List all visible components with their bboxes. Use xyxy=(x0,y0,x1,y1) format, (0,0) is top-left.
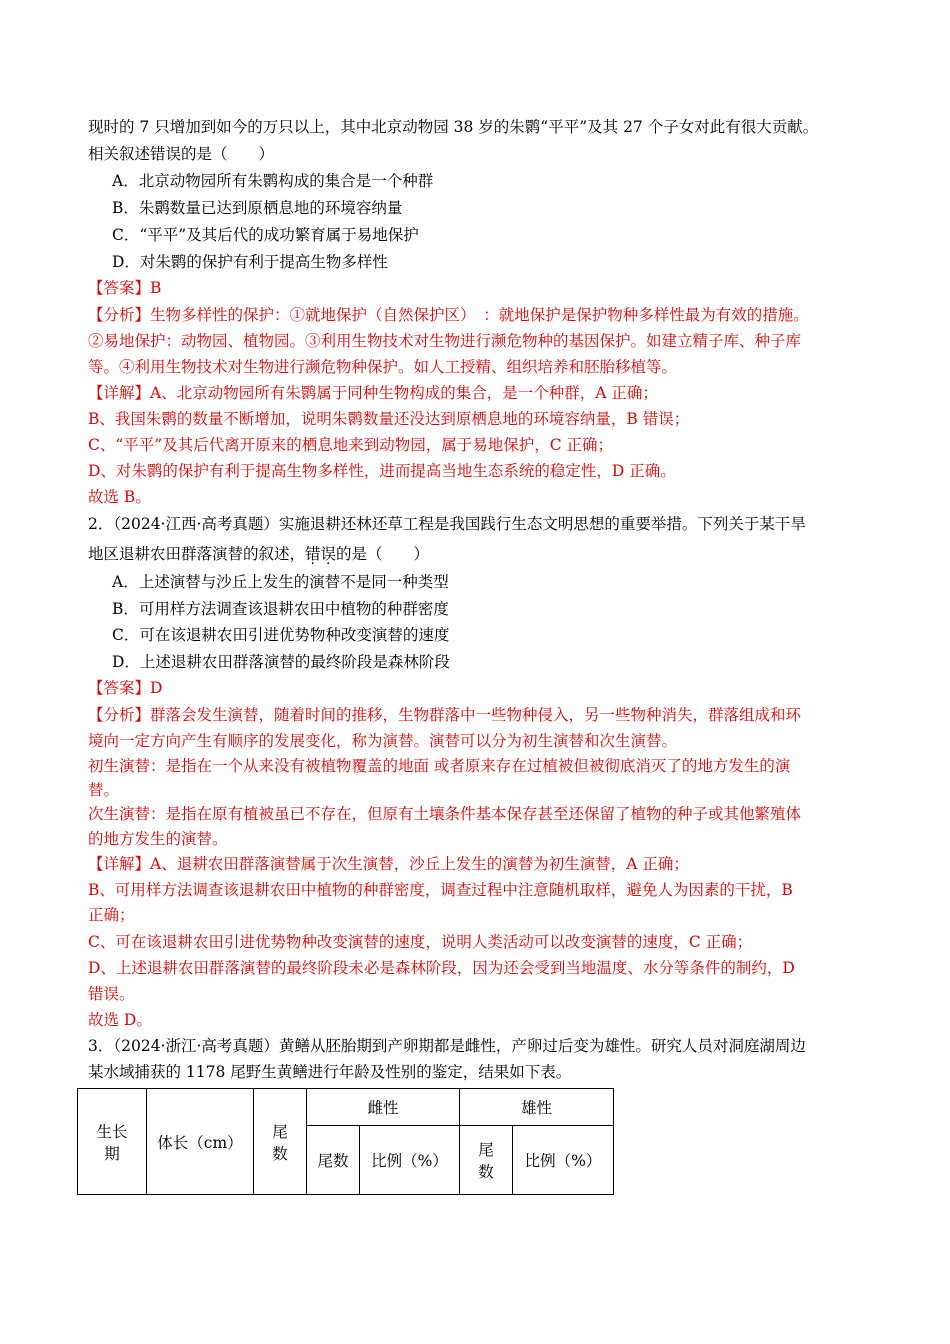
q2-detail-line: B、可用样方法调查该退耕农田中植物的种群密度，调查过程中注意随机取样，避免人为因素的干扰，B xyxy=(88,881,793,899)
table-header-cell xyxy=(78,1089,147,1195)
q3-stem-line1: 3．（2024·浙江·高考真题）黄鳝从胚胎期到产卵期都是雌性，产卵过后变为雄性。研究人员对洞庭湖周边 xyxy=(88,1037,806,1055)
q1-detail-line: D、对朱鹮的保护有利于提高生物多样性，进而提高当地生态系统的稳定性，D 正确。 xyxy=(88,462,676,480)
q2-analysis-line: 境向一定方向产生有顺序的发展变化，称为演替。演替可以分为初生演替和次生演替。 xyxy=(88,732,678,750)
q2-option-c: C．可在该退耕农田引进优势物种改变演替的速度 xyxy=(112,626,450,644)
q1-stem-line1: 现时的 7 只增加到如今的万只以上，其中北京动物园 38 岁的朱鹮“平平”及其 27 个子女对此有很大贡献。 xyxy=(88,118,819,136)
q2-answer: 【答案】D xyxy=(88,679,163,697)
table-header-cell: 比例（%） xyxy=(360,1126,460,1195)
q2-option-a: A．上述演替与沙丘上发生的演替不是同一种类型 xyxy=(112,573,449,591)
emphasis-char: 错 xyxy=(305,545,321,563)
table-header-cell: 体长（cm） xyxy=(147,1089,254,1195)
q1-answer: 【答案】B xyxy=(88,279,162,297)
q2-conclusion: 故选 D。 xyxy=(88,1011,152,1029)
data-table xyxy=(77,1088,614,1195)
q2-stem-line2 xyxy=(88,543,429,565)
q2-analysis-line: 的地方发生的演替。 xyxy=(88,830,228,848)
q1-stem-line2: 相关叙述错误的是（ ） xyxy=(88,145,275,163)
q2-detail-line: 错误。 xyxy=(88,985,135,1003)
q2-stem-line1: 2．（2024·江西·高考真题）实施退耕还林还草工程是我国践行生态文明思想的重要举措。下列关于某干旱 xyxy=(88,515,806,533)
q1-analysis-line: ②易地保护：动物园、植物园。③利用生物技术对生物进行濒危物种的基因保护。如建立精子库、种子库 xyxy=(88,332,802,350)
q1-option-a: A．北京动物园所有朱鹮构成的集合是一个种群 xyxy=(112,172,434,190)
q2-analysis-line: 初生演替：是指在一个从来没有被植物覆盖的地面 或者原来存在过植被但被彻底消灭了的地方发生的演 xyxy=(88,757,791,775)
q2-detail-line: D、上述退耕农田群落演替的最终阶段未必是森林阶段，因为还会受到当地温度、水分等条件的制约，D xyxy=(88,959,795,977)
q1-detail-line: C、“平平”及其后代离开原来的栖息地来到动物园，属于易地保护，C 正确； xyxy=(88,436,613,454)
q1-detail-line: B、我国朱鹮的数量不断增加，说明朱鹮数量还没达到原栖息地的环境容纳量，B 错误； xyxy=(88,410,690,428)
header-text: 数 xyxy=(478,1163,494,1181)
q2-detail-line: C、可在该退耕农田引进优势物种改变演替的速度，说明人类活动可以改变演替的速度，C 正确； xyxy=(88,933,753,951)
header-text: 尾 xyxy=(478,1141,494,1159)
q1-analysis-line: 【分析】生物多样性的保护：①就地保护（自然保护区） ：就地保护是保护物种多样性最为有效的措施。 xyxy=(88,306,809,324)
q1-option-c: C．“平平”及其后代的成功繁育属于易地保护 xyxy=(112,226,419,244)
q1-conclusion: 故选 B。 xyxy=(88,488,151,506)
emphasis-char: 误 xyxy=(320,545,337,563)
q1-detail-line: 【详解】A、北京动物园所有朱鹮属于同种生物构成的集合，是一个种群，A 正确； xyxy=(88,384,658,402)
q1-analysis-line: 等。④利用生物技术对生物进行濒危物种保护。如人工授精、组织培养和胚胎移植等。 xyxy=(88,358,678,376)
q2-option-d: D．上述退耕农田群落演替的最终阶段是森林阶段 xyxy=(112,653,450,671)
table-header-cell: 雄性 xyxy=(460,1089,614,1126)
header-text: 生长 xyxy=(96,1122,128,1141)
table-header-cell xyxy=(254,1089,307,1195)
q1-option-d: D．对朱鹮的保护有利于提高生物多样性 xyxy=(112,253,388,271)
table-header-cell: 比例（%） xyxy=(513,1126,614,1195)
header-text: 期 xyxy=(104,1144,120,1163)
q2-stem-text: 地区退耕农田群落演替的叙述， xyxy=(88,545,306,563)
q1-option-b: B．朱鹮数量已达到原栖息地的环境容纳量 xyxy=(112,199,403,217)
header-text: 尾 xyxy=(272,1122,288,1141)
q2-detail-line: 【详解】A、退耕农田群落演替属于次生演替，沙丘上发生的演替为初生演替，A 正确； xyxy=(88,855,689,873)
q2-stem-text: 的是（ ） xyxy=(336,545,430,563)
header-text: 数 xyxy=(272,1144,288,1163)
q2-analysis-line: 替。 xyxy=(88,781,120,799)
q2-detail-line: 正确； xyxy=(88,906,135,924)
q2-option-b: B．可用样方法调查该退耕农田中植物的种群密度 xyxy=(112,600,449,618)
table-header-cell: 尾数 xyxy=(307,1126,360,1195)
q2-analysis-line: 【分析】群落会发生演替，随着时间的推移，生物群落中一些物种侵入，另一些物种消失，群落组成和环 xyxy=(88,706,802,724)
q2-analysis-line: 次生演替：是指在原有植被虽已不存在，但原有土壤条件基本保存甚至还保留了植物的种子或其他繁殖体 xyxy=(88,805,802,823)
q3-stem-line2: 某水域捕获的 1178 尾野生黄鳝进行年龄及性别的鉴定，结果如下表。 xyxy=(88,1063,572,1081)
table-header-cell: 雌性 xyxy=(307,1089,460,1126)
table-header-cell xyxy=(460,1126,513,1195)
